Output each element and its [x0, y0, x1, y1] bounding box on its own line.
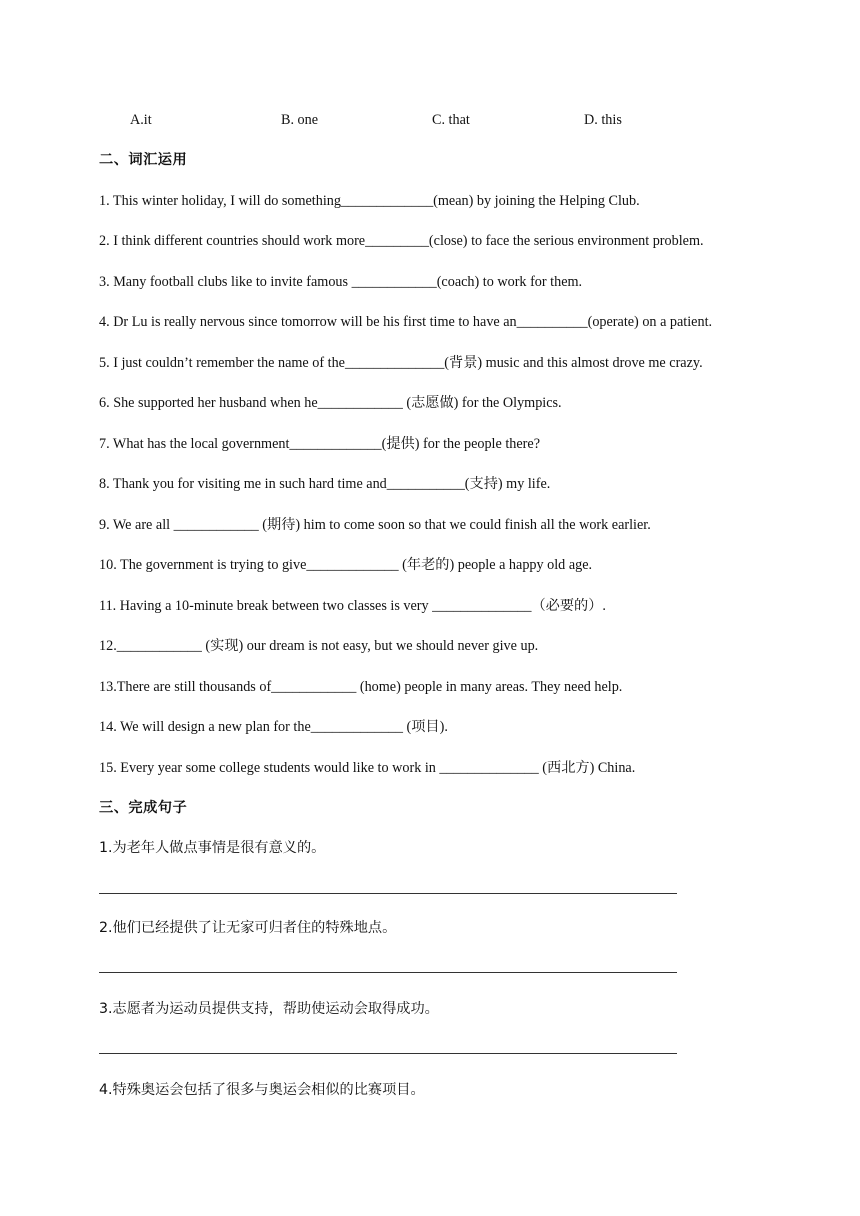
sentence-item-2: 2.他们已经提供了让无家可归者住的特殊地点。	[99, 920, 397, 936]
sentence-item-4: 4.特殊奥运会包括了很多与奥运会相似的比赛项目。	[99, 1082, 425, 1098]
vocab-item-13: 13.There are still thousands of____________ (home) people in many areas. They need help.	[99, 679, 623, 695]
option-c: C. that	[432, 112, 470, 128]
vocab-item-15: 15. Every year some college students would like to work in ______________ (西北方) China.	[99, 760, 636, 776]
sentence-item-1: 1.为老年人做点事情是很有意义的。	[99, 840, 326, 856]
vocab-item-14: 14. We will design a new plan for the_____________ (项目).	[99, 719, 448, 735]
vocab-item-11: 11. Having a 10-minute break between two classes is very ______________（必要的）.	[99, 598, 606, 614]
answer-options-row	[0, 111, 860, 129]
option-b: B. one	[281, 112, 319, 128]
vocab-item-2: 2. I think different countries should work more_________(close) to face the serious environment problem.	[99, 233, 704, 249]
section-heading-sentences: 三、完成句子	[99, 800, 188, 816]
sentence-item-3: 3.志愿者为运动员提供支持，帮助使运动会取得成功。	[99, 1001, 439, 1017]
vocab-item-9: 9. We are all ____________ (期待) him to come soon so that we could finish all the work earlier.	[99, 517, 651, 533]
vocab-item-1: 1. This winter holiday, I will do something_____________(mean) by joining the Helping Club.	[99, 193, 640, 209]
answer-line-1[interactable]	[99, 893, 677, 894]
vocab-item-4: 4. Dr Lu is really nervous since tomorrow will be his first time to have an__________(operate) on a patient.	[99, 314, 713, 330]
vocab-item-8: 8. Thank you for visiting me in such hard time and___________(支持) my life.	[99, 476, 551, 492]
vocab-item-7: 7. What has the local government_____________(提供) for the people there?	[99, 436, 540, 452]
answer-line-2[interactable]	[99, 972, 677, 973]
section-heading-vocabulary: 二、词汇运用	[99, 152, 188, 168]
vocab-item-12: 12.____________ (实现) our dream is not easy, but we should never give up.	[99, 638, 539, 654]
option-a: A.it	[130, 112, 152, 128]
vocab-item-10: 10. The government is trying to give_____________ (年老的) people a happy old age.	[99, 557, 593, 573]
option-d: D. this	[584, 112, 622, 128]
vocab-item-6: 6. She supported her husband when he____________ (志愿做) for the Olympics.	[99, 395, 562, 411]
answer-line-3[interactable]	[99, 1053, 677, 1054]
vocab-item-3: 3. Many football clubs like to invite famous ____________(coach) to work for them.	[99, 274, 583, 290]
vocab-item-5: 5. I just couldn’t remember the name of the______________(背景) music and this almost drove me crazy.	[99, 355, 703, 371]
